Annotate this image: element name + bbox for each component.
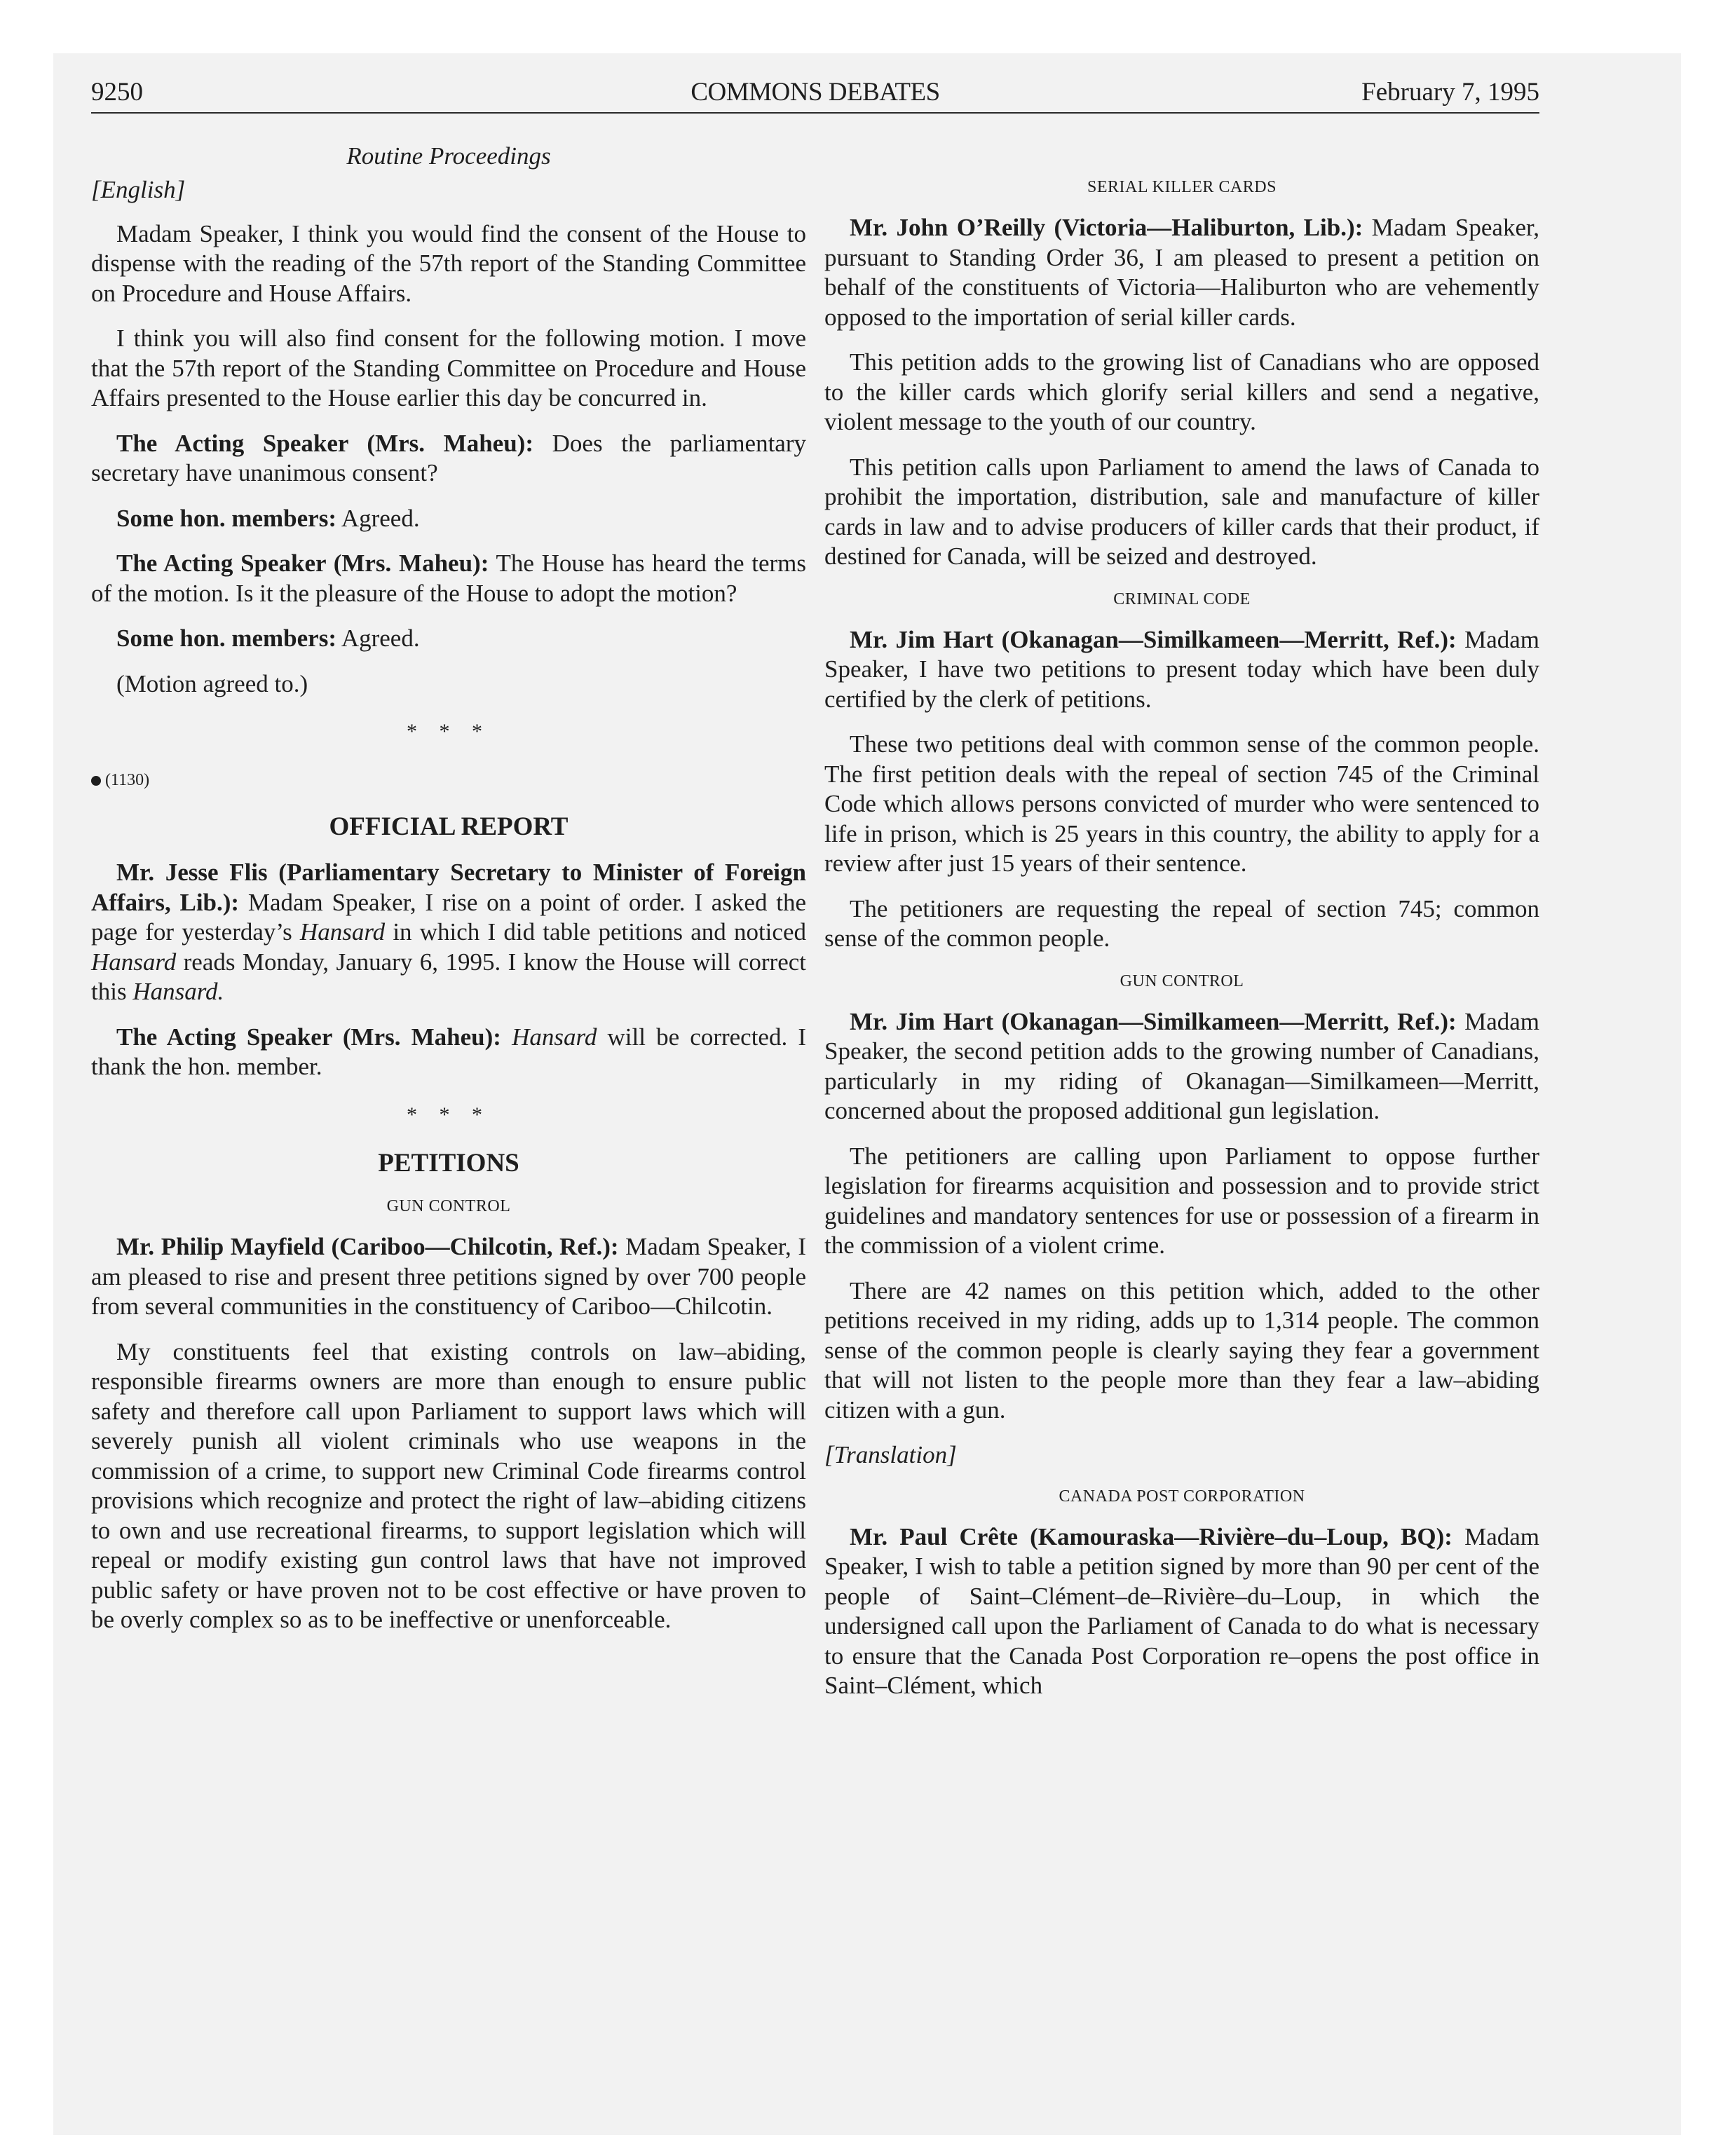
heading-official-report: OFFICIAL REPORT bbox=[329, 812, 569, 841]
speech-paragraph bbox=[91, 624, 806, 654]
speech-text: Madam Speaker, I rise on a point of order. I asked the page for yesterday’s bbox=[91, 888, 806, 946]
time-marker bbox=[91, 765, 806, 796]
speaker-name: The Acting Speaker (Mrs. Maheu): bbox=[116, 1023, 501, 1051]
section-kicker: Routine Proceedings bbox=[346, 142, 551, 170]
speech-text: Madam Speaker, the second petition adds to the growing number of Canadians, particularly in my riding of Okanagan—Similkameen—Merritt, concerned about the proposed additional gun legislation. bbox=[824, 1007, 1540, 1124]
hansard-italic: Hansard bbox=[299, 918, 386, 946]
subheading-gun-control: GUN CONTROL bbox=[386, 1197, 511, 1215]
speech-text: will be corrected. I thank the hon. member. bbox=[91, 1023, 807, 1080]
speech-paragraph bbox=[91, 504, 806, 534]
speaker-name: The Acting Speaker (Mrs. Maheu): bbox=[116, 550, 489, 577]
publication-date: February 7, 1995 bbox=[1361, 78, 1539, 107]
speech-paragraph bbox=[824, 213, 1539, 332]
speech-text: Madam Speaker, pursuant to Standing Order 36, I am pleased to present a petition on behalf of the constituents of Victoria—Haliburton who are vehemently opposed to the importation of serial killer cards. bbox=[824, 214, 1539, 331]
right-column bbox=[824, 175, 1539, 1717]
speech-text: The House has heard the terms of the motion. Is it the pleasure of the House to adopt the motion? bbox=[91, 550, 806, 607]
subheading-serial-killer-cards: SERIAL KILLER CARDS bbox=[1087, 178, 1277, 196]
speech-text: Agreed. bbox=[336, 625, 420, 652]
paragraph: The petitioners are calling upon Parliament to oppose further legislation for firearms acquisition and possession and to provide strict guidelines and mandatory sentences for use or possession of a firearm in the commission of a violent crime. bbox=[824, 1142, 1539, 1259]
speaker-name: Mr. John O’Reilly (Victoria—Haliburton, Lib.): bbox=[850, 214, 1363, 241]
speaker-name: Mr. Jesse Flis (Parliamentary Secretary to Minister of Foreign Affairs, Lib.): bbox=[91, 859, 806, 916]
paragraph: My constituents feel that existing controls on law–abiding, responsible firearms owners are more than enough to ensure public safety and therefore call upon Parliament to support laws which will severely punish all violent criminals who use weapons in the commission of a crime, to support new Criminal Code firearms control provisions which recognize and protect the right of law–abiding citizens to own and use recreational firearms, to support legislation which will repeal or modify existing gun control laws that have not improved public safety or have proven not to be cost effective or have proven to be overly complex so as to be ineffective or unenforceable. bbox=[91, 1337, 806, 1633]
speech-text: Madam Speaker, I wish to table a petition signed by more than 90 per cent of the people of Saint–Clément–de–Rivière–du–Loup, in which the undersigned call upon the Parliament of Canada to do what is necessary to ensure that the Canada Post Corporation re–opens the post office in Saint–Clément, which bbox=[824, 1522, 1539, 1699]
paragraph: These two petitions deal with common sense of the common people. The first petition deals with the repeal of section 745 of the Criminal Code which allows persons convicted of murder who were sentenced to life in prison, which is 25 years in this country, the ability to apply for a review after just 15 years of their sentence. bbox=[824, 730, 1539, 877]
publication-title: COMMONS DEBATES bbox=[690, 78, 940, 107]
speech-paragraph bbox=[824, 625, 1539, 715]
speech-text: Madam Speaker, I have two petitions to present today which have been duly certified by the clerk of petitions. bbox=[824, 625, 1540, 713]
speech-paragraph bbox=[91, 549, 806, 608]
left-column bbox=[91, 175, 806, 1651]
speaker-name: Mr. Philip Mayfield (Cariboo—Chilcotin, Ref.): bbox=[116, 1233, 619, 1260]
hansard-italic: Hansard bbox=[91, 948, 177, 976]
subheading-canada-post: CANADA POST CORPORATION bbox=[1059, 1487, 1305, 1506]
speech-text: reads Monday, January 6, 1995. I know the House will correct this bbox=[91, 948, 806, 1005]
speech-text: Agreed. bbox=[336, 504, 420, 532]
speech-paragraph bbox=[91, 429, 806, 489]
speech-paragraph bbox=[824, 1522, 1539, 1701]
speech-paragraph bbox=[824, 1007, 1539, 1126]
speech-paragraph bbox=[91, 858, 806, 1007]
paragraph: This petition calls upon Parliament to amend the laws of Canada to prohibit the importation, distribution, sale and manufacture of killer cards in law and to advise producers of killer cards that their product, if destined for Canada, will be seized and destroyed. bbox=[824, 453, 1539, 570]
language-marker-english: [English] bbox=[91, 176, 186, 203]
paragraph: (Motion agreed to.) bbox=[116, 669, 308, 697]
paragraph: Madam Speaker, I think you would find the consent of the House to dispense with the reading of the 57th report of the Standing Committee on Procedure and House Affairs. bbox=[91, 219, 806, 307]
paragraph: The petitioners are requesting the repeal of section 745; common sense of the common people. bbox=[824, 894, 1539, 952]
speech-text: in which I did table petitions and noticed bbox=[385, 918, 806, 946]
speech-text: Madam Speaker, I am pleased to rise and present three petitions signed by over 700 people from several communities in the constituency of Cariboo—Chilcotin. bbox=[91, 1233, 806, 1320]
speaker-name: The Acting Speaker (Mrs. Maheu): bbox=[116, 429, 533, 457]
speaker-name: Mr. Jim Hart (Okanagan—Similkameen—Merritt, Ref.): bbox=[850, 625, 1457, 653]
speaker-name: Some hon. members: bbox=[116, 504, 336, 532]
heading-petitions: PETITIONS bbox=[378, 1149, 519, 1178]
section-divider-stars: * * * bbox=[407, 720, 491, 743]
section-divider-stars: * * * bbox=[407, 1103, 491, 1126]
hansard-italic: Hansard. bbox=[132, 978, 224, 1005]
subheading-gun-control: GUN CONTROL bbox=[1120, 971, 1244, 990]
speech-paragraph bbox=[91, 1232, 806, 1322]
subheading-criminal-code: CRIMINAL CODE bbox=[1113, 589, 1251, 608]
speech-paragraph bbox=[91, 1023, 806, 1082]
speaker-name: Mr. Jim Hart (Okanagan—Similkameen—Merritt, Ref.): bbox=[850, 1007, 1457, 1035]
speaker-name: Mr. Paul Crête (Kamouraska—Rivière–du–Loup, BQ): bbox=[850, 1522, 1452, 1550]
time-marker-text: (1130) bbox=[105, 770, 150, 789]
speaker-name: Some hon. members: bbox=[116, 625, 336, 652]
paragraph: I think you will also find consent for the following motion. I move that the 57th report of the Standing Committee on Procedure and House Affairs presented to the House earlier this day be concurred in. bbox=[91, 325, 806, 411]
page-number: 9250 bbox=[91, 78, 143, 107]
bullet-icon bbox=[91, 776, 101, 786]
page-header bbox=[91, 76, 1539, 114]
paragraph: There are 42 names on this petition which, added to the other petitions received in my riding, adds up to 1,314 people. The common sense of the common people is clearly saying they fear a government that will not listen to the people more than they fear a law–abiding citizen with a gun. bbox=[824, 1276, 1539, 1424]
hansard-italic: Hansard bbox=[512, 1023, 597, 1051]
paragraph: This petition adds to the growing list of Canadians who are opposed to the killer cards which glorify serial killers and send a negative, violent message to the youth of our country. bbox=[824, 348, 1539, 435]
language-marker-translation: [Translation] bbox=[824, 1441, 957, 1468]
speech-text: Does the parliamentary secretary have unanimous consent? bbox=[91, 429, 806, 486]
